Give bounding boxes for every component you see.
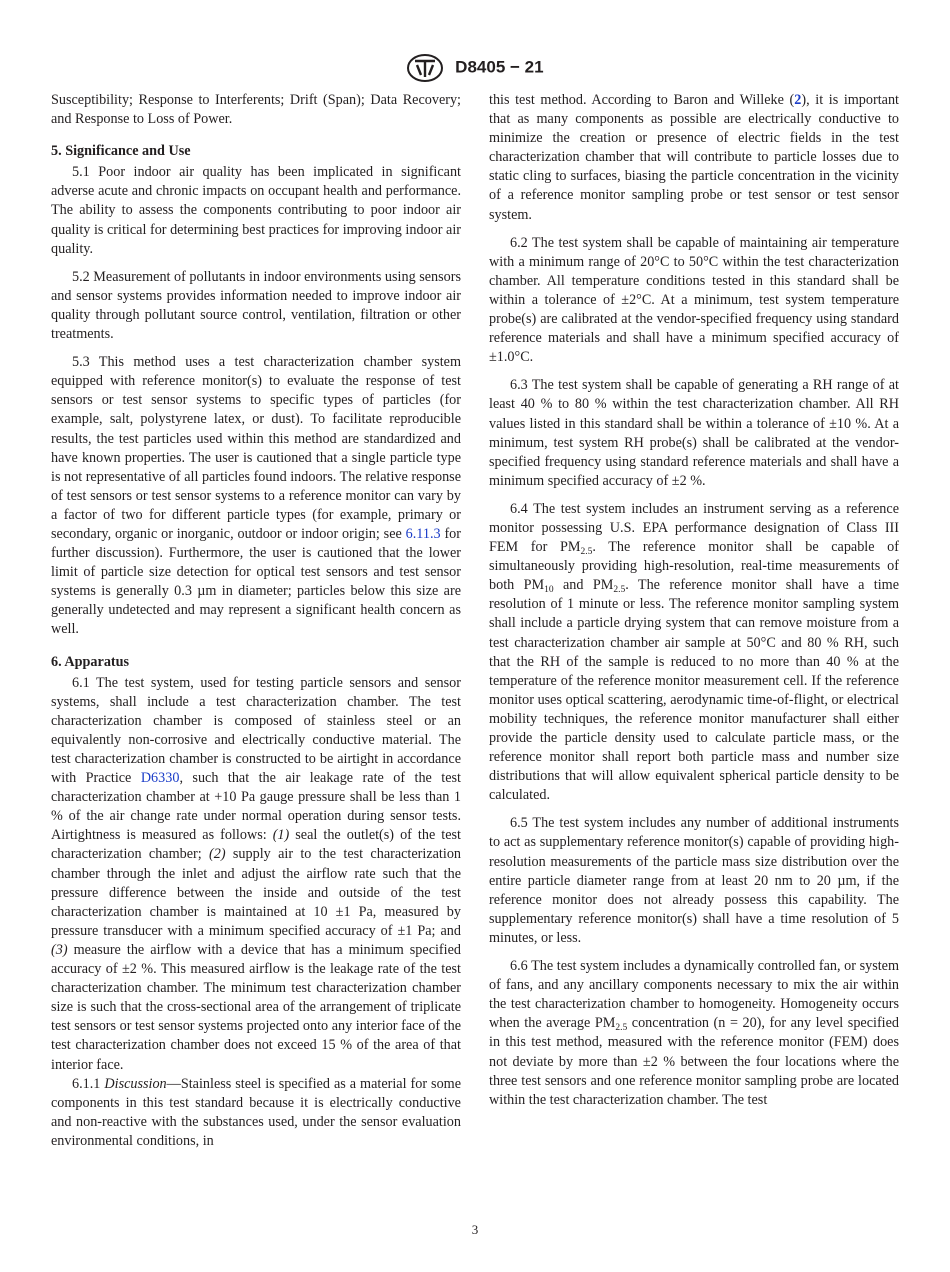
paragraph-5-3 xyxy=(51,353,461,639)
text-run: ), it is important that as many components as possible are electrically conductive to minimize the creation or presence of electric fields in the test characterization chamber that will contribute to particle losses due to static cling to surfaces, biasing the particle concentration in the vicinity of a reference monitor sampling probe or test sensor or test sensor system. xyxy=(489,92,899,223)
step-number: (2) xyxy=(209,846,226,863)
step-number: (3) xyxy=(51,941,68,958)
text-run: 6.4 The test system includes an instrument serving as a reference monitor possessing U.S. EPA performance designation of Class III FEM for PM xyxy=(489,500,899,556)
page-number: 3 xyxy=(471,1222,479,1237)
paragraph-5-2: 5.2 Measurement of pollutants in indoor environments using sensors and sensor systems provides information needed to improve indoor air quality through pollutant source control, ventilation, filtration or other treatments. xyxy=(51,268,461,343)
text-run: , such that the air leakage rate of the test characterization chamber at +10 Pa gauge pressure shall be less than 1 % of the air change rate under normal operation during sensor tests. Airtightness is measured as follows: xyxy=(51,770,461,844)
text-run: for further discussion). Furthermore, the user is cautioned that the lower limit of particle size detection for optical test sensors and test sensor systems is generally 0.3 µm in diameter; particles below this size are generally undetected and may represent a significant health concern as well. xyxy=(51,525,461,638)
paragraph-5-1: 5.1 Poor indoor air quality has been implicated in significant adverse acute and chronic impacts on occupant health and performance. The ability to assess the components contributing to poor indoor air quality is critical for determining best practices for improving indoor air quality. xyxy=(51,164,461,257)
subscript: 2.5 xyxy=(580,547,593,558)
text-run: —Stainless steel is specified as a material for some components in this test standard because it is electrically conductive and non-reactive with the substances used, under the sensor evaluation environmental conditions, in xyxy=(51,1075,462,1149)
text-run: this test method. According to Baron and Willeke ( xyxy=(489,92,795,108)
subscript: 10 xyxy=(544,585,554,596)
page-header xyxy=(0,52,950,83)
text-run: supply air to the test characterization chamber through the inlet and adjust the airflow rate such that the pressure difference between the inside and outside of the test characterization chamber is maintained at 10 ±1 Pa, measured by pressure transducer with a minimum specified accuracy of ±1 Pa; and xyxy=(51,846,462,939)
reference-link-2[interactable]: 2 xyxy=(794,92,802,108)
section-6-heading: 6. Apparatus xyxy=(51,653,130,670)
link-d6330[interactable]: D6330 xyxy=(140,770,180,787)
subscript: 2.5 xyxy=(613,585,626,596)
text-run: seal the outlet(s) of the test characterization chamber; xyxy=(51,827,461,863)
document-designation: D8405 − 21 xyxy=(455,57,544,77)
text-run: 6.1 The test system, used for testing particle sensors and sensor systems, shall include a test characterization chamber. The test characterization chamber is composed of stainless steel or an equivalently non-corrosive and electrically conductive material. The test characterization chamber is constructed to be airtight in accordance with Practice xyxy=(51,674,461,787)
paragraph-6-1 xyxy=(51,674,461,1075)
paragraph-6-5: 6.5 The test system includes any number of additional instruments to act as supplementary reference monitor(s) capable of providing high-resolution measurements of the particle mass size distribution over the entire particle diameter range from at least 20 nm to 20 µm, if the reference monitor does not already possess this capability. The supplementary reference monitor(s) shall have a time resolution of 5 minutes, or less. xyxy=(489,815,899,946)
text-run: 5.3 This method uses a test characterization chamber system equipped with reference monitor(s) to evaluate the response of test sensors or test sensor systems to specific types of particles (for example, salt, polystyrene latex, or dust). To facilitate reproducible results, the test particles used within this method are standardized and have known properties. The user is cautioned that a single particle type is not representative of all particles found indoors. The relative response of test sensors or test sensor systems to a reference monitor can vary by a factor of two for different particle types (for example, primary or secondary, organic or inorganic, outdoor or indoor origin; see xyxy=(51,354,461,542)
subscript: 2.5 xyxy=(615,1023,628,1034)
text-run: concentration (n = 20), for any level specified in this test method, measured with the reference monitor (FEM) does not deviate by more than ±2 % between the four locations where the three test sensors and one reference monitor sampling probe are located within the test characterization chamber. The test xyxy=(489,1015,900,1108)
paragraph-continued-right xyxy=(489,91,899,225)
text-run: . The reference monitor shall have a time resolution of 1 minute or less. The reference monitor sampling system shall include a particle drying system that can remove moisture from a test characterization chamber air sample at 50°C and 80 % RH, such that the RH of the sample is reduced to no more than 40 % at the temperature of the reference monitor measurement cell. If the reference monitor uses optical scattering, aerodynamic time-of-flight, or electrical mobility techniques, the reference monitor manufacturer shall either provide the particle density used to calculate particle mass, or the reference monitor shall report both particle mass and number size distributions that will allow equivalent spherical particle density to be calculated. xyxy=(489,577,899,804)
left-column xyxy=(51,91,461,1151)
paragraph-continued: Susceptibility; Response to Interferents; Drift (Span); Data Recovery; and Response to Loss of Power. xyxy=(51,92,461,128)
text-run: 6.6 The test system includes a dynamically controlled fan, or system of fans, and any ancillary components necessary to mix the air within the test characterization chamber to homogeneity. Homogeneity occurs when the average PM xyxy=(489,958,899,1032)
paragraph-6-2: 6.2 The test system shall be capable of maintaining air temperature with a minimum range of 20°C to 50°C within the test characterization chamber. All temperature conditions tested in this standard shall be within a tolerance of ±2°C. At a minimum, test system temperature probe(s) are calibrated at the vendor-specified frequency using standard reference materials and shall have a minimum specified accuracy of ±1.0°C. xyxy=(489,234,899,366)
paragraph-6-3: 6.3 The test system shall be capable of generating a RH range of at least 40 % to 80 % within the test characterization chamber. All RH values listed in this standard shall be within a tolerance of ±10 %. At a minimum, test system RH probe(s) shall be calibrated at the vendor-specified frequency using standard reference materials and shall have a minimum specified accuracy of ±2 %. xyxy=(489,377,899,489)
link-6-11-3[interactable]: 6.11.3 xyxy=(405,525,441,542)
paragraph-6-4 xyxy=(489,500,899,806)
paragraph-6-6 xyxy=(489,957,899,1110)
discussion-term: Discussion xyxy=(104,1075,167,1092)
right-column xyxy=(489,91,899,1110)
text-run: measure the airflow with a device that has a minimum specified accuracy of ±2 %. This measured airflow is the leakage rate of the test characterization chamber. The minimum test characterization chamber size is such that the cross-sectional area of the arrangement of triplicate test sensors or test sensor systems projected onto any interior face of the test characterization chamber does not exceed 15 % of the area of that interior face. xyxy=(51,941,461,1073)
step-number: (1) xyxy=(272,827,290,844)
astm-logo-icon xyxy=(406,53,444,83)
section-5-heading: 5. Significance and Use xyxy=(51,143,191,160)
text-run: and PM xyxy=(553,577,614,594)
text-run: . The reference monitor shall be capable of simultaneously providing high-resolution, real-time measurements of both PM xyxy=(489,539,899,594)
text-run: 6.1.1 xyxy=(72,1075,105,1092)
paragraph-6-1-1 xyxy=(51,1075,461,1151)
